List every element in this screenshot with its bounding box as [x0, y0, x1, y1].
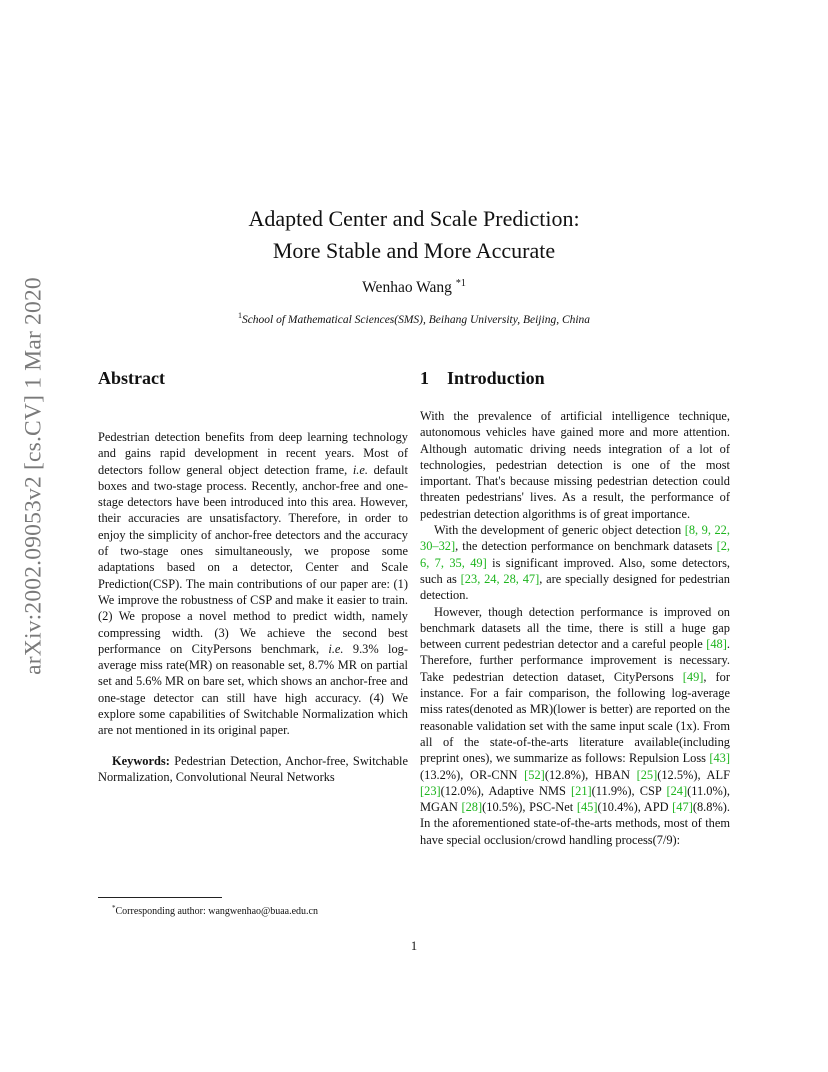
citation-link[interactable]: [52]: [524, 767, 545, 782]
intro-paragraph-3: [420, 604, 730, 848]
footnote-mark: *: [112, 904, 116, 912]
intro-p3-text: (10.4%), APD: [597, 800, 673, 815]
introduction-heading: [420, 368, 545, 389]
intro-p3-text: , for instance. For a fair comparison, the following log-average miss rates(denoted as MR)(lower is better) are reported on the reasonable validation set with the same input scale (1x). From all of the state-of-the-arts literature available(including preprint ones), we summarize as follows: Repulsion Loss: [420, 669, 730, 766]
intro-p3-text: (12.8%), HBAN: [544, 767, 637, 782]
intro-p2-text: is significant improved. Also, some detectors, such as: [420, 555, 730, 586]
intro-p2-text: With the development of generic object detection: [434, 523, 685, 538]
keywords-text: Pedestrian Detection, Anchor-free, Switchable Normalization, Convolutional Neural Networks: [98, 753, 408, 784]
section-title: Introduction: [447, 368, 545, 388]
intro-p2-text: , the detection performance on benchmark datasets: [455, 539, 717, 554]
abstract-paragraph: [98, 429, 408, 739]
intro-p3-text: (12.5%), ALF: [657, 767, 730, 782]
intro-p3-text: (11.9%), CSP: [591, 783, 667, 798]
citation-link[interactable]: [2, 6, 7, 35, 49]: [420, 539, 730, 570]
abstract-heading: Abstract: [98, 368, 165, 388]
abstract-text-3: 9.3% log-average miss rate(MR) on reasonable set, 8.7% MR on partial set and 5.6% MR on bare set, which shows an anchor-free and one-stage detector can still have high accuracy. (4) We explore some capabilities of Switchable Normalization which are not mentioned in its original paper.: [98, 641, 408, 738]
abstract-text-1: Pedestrian detection benefits from deep learning technology and gains rapid development in recent years. Most of detectors follow general object detection frame,: [98, 430, 408, 477]
section-number: 1: [420, 368, 429, 388]
abstract-text-2: default boxes and two-stage process. Recently, anchor-free and one-stage detectors have been introduced into this area. However, their accuracies are unsatisfactory. Therefore, in order to enjoy the simplicity of anchor-free detectors and the accuracy of two-stage ones simultaneously, we propose some adaptations based on a detector, Center and Scale Prediction(CSP). The main contributions of our paper are: (1) We improve the robustness of CSP and make it easier to train. (2) We propose a novel method to predict width, namely compressing width. (3) We achieve the second best performance on CityPersons benchmark,: [98, 462, 408, 656]
citation-link[interactable]: [23]: [420, 783, 441, 798]
abstract-ie-2: i.e.: [328, 641, 344, 656]
affiliation: [98, 311, 730, 326]
footnote-rule: [98, 897, 222, 898]
citation-link[interactable]: [45]: [576, 800, 598, 815]
affiliation-text: School of Mathematical Sciences(SMS), Beihang University, Beijing, China: [241, 314, 591, 326]
citation-link[interactable]: [47]: [672, 800, 693, 815]
intro-p3-text: (10.5%), PSC-Net: [482, 800, 577, 815]
intro-p3-text: (13.2%), OR-CNN: [420, 767, 525, 782]
intro-paragraph-1: With the prevalence of artificial intelligence technique, autonomous vehicles have gained more and more attention. Although automatic driving needs integration of a lot of technologies, pedestrian detection is one of the most important. That's because missing pedestrian detection could threaten pedestrians' lives. As a result, the performance of pedestrian detection algorithms is of great importance.: [420, 409, 730, 521]
affiliation-mark: 1: [237, 311, 242, 320]
author-mark: *1: [455, 278, 466, 289]
citation-link[interactable]: [21]: [571, 783, 592, 798]
intro-p3-text: (8.8%). In the aforementioned state-of-the-arts methods, most of them have special occlusion/crowd handling process(7/9):: [420, 800, 730, 847]
keywords-paragraph: [98, 753, 408, 786]
citation-link[interactable]: [28]: [461, 800, 483, 815]
intro-paragraph-2: [420, 522, 730, 603]
intro-p3-text: (12.0%), Adaptive NMS: [440, 783, 572, 798]
intro-p2-text: , are specially designed for pedestrian detection.: [420, 571, 730, 603]
introduction-column: [420, 408, 730, 848]
arxiv-identifier-text: arXiv:2002.09053v2 [cs.CV] 1 Mar 2020: [20, 277, 47, 675]
author-line: [98, 278, 730, 297]
abstract-column: [98, 429, 408, 785]
intro-p3-text: . Therefore, further performance improvement is necessary. Take pedestrian detection dataset, CityPersons: [420, 637, 730, 684]
keywords-label: Keywords:: [112, 753, 170, 768]
citation-link[interactable]: [48]: [706, 637, 727, 652]
citation-link[interactable]: [43]: [709, 751, 730, 766]
title-line-1: Adapted Center and Scale Prediction:: [248, 206, 580, 231]
citation-link[interactable]: [25]: [636, 767, 658, 782]
citation-link[interactable]: [49]: [682, 669, 704, 684]
author-name: Wenhao Wang: [362, 279, 452, 296]
abstract-ie-1: i.e.: [352, 462, 368, 477]
intro-p3-text: (11.0%), MGAN: [420, 783, 730, 815]
footnote: [112, 904, 318, 917]
citation-link[interactable]: [23, 24, 28, 47]: [460, 571, 540, 586]
title-line-2: More Stable and More Accurate: [272, 238, 556, 263]
paper-title: [98, 203, 730, 267]
citation-link[interactable]: [24]: [666, 783, 688, 798]
intro-p3-text: However, though detection performance is improved on benchmark datasets all the time, there is still a huge gap between current pedestrian detector and a careful people: [420, 604, 730, 652]
footnote-text: Corresponding author: wangwenhao@buaa.edu.cn: [115, 906, 318, 917]
citation-link[interactable]: [8, 9, 22, 30–32]: [420, 523, 730, 554]
page-number: 1: [410, 939, 418, 953]
arxiv-identifier: [22, 272, 46, 680]
